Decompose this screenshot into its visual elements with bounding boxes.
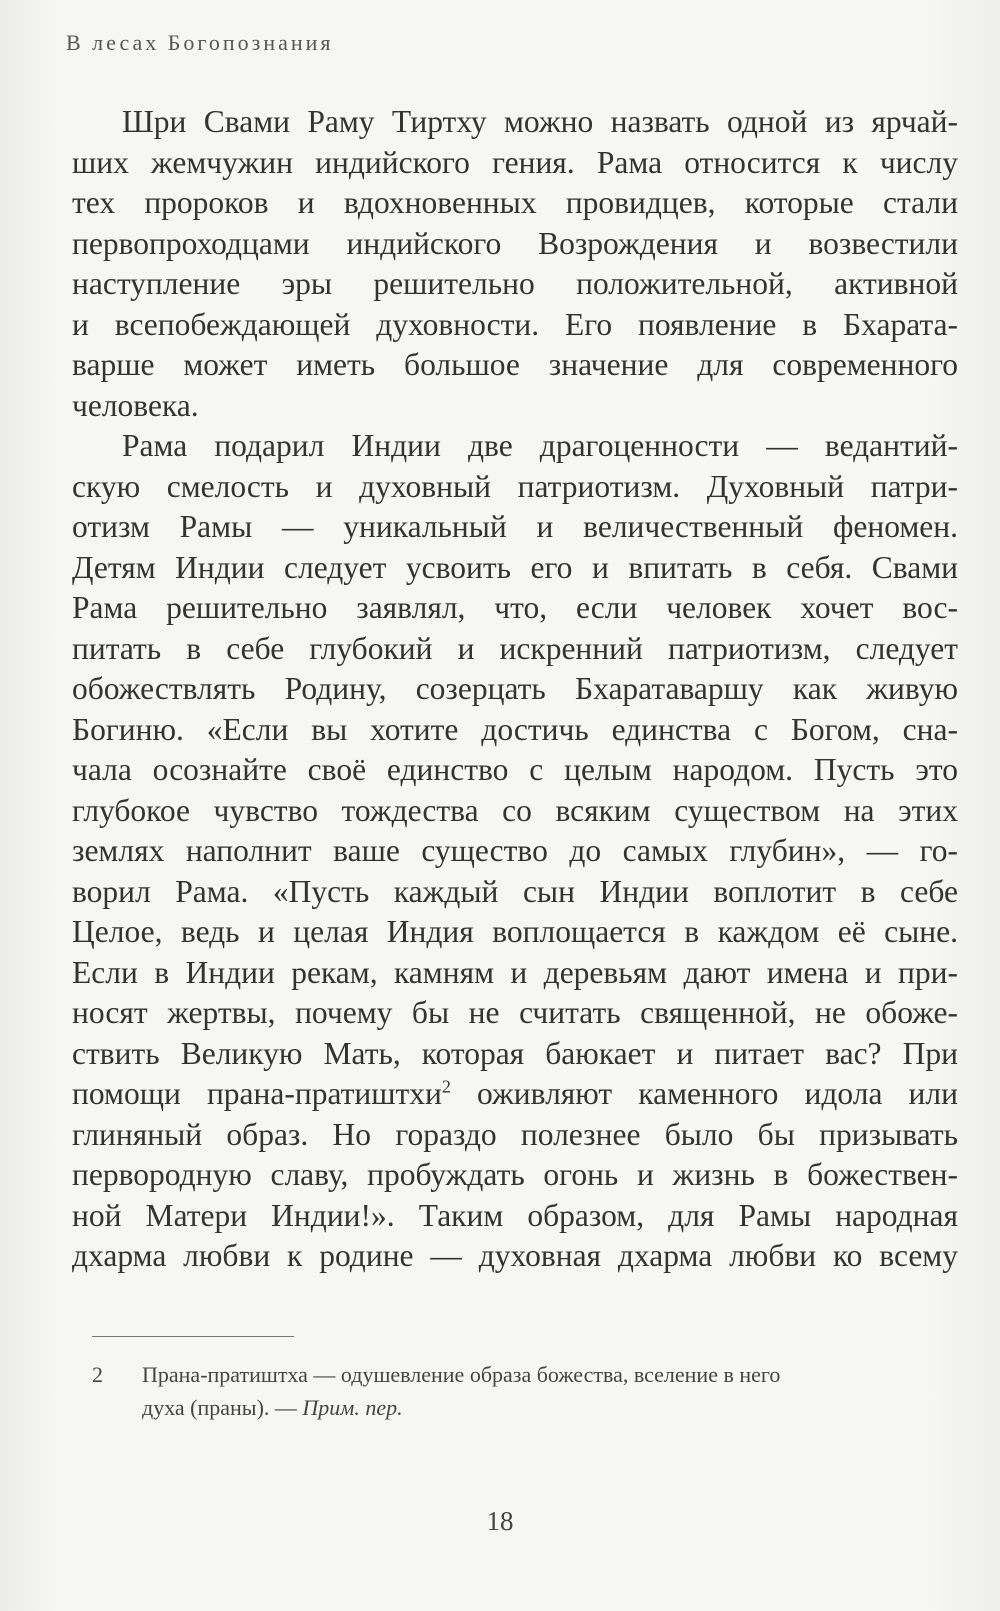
text-line: глубокое чувство тождества со всяким существом на этих	[72, 792, 958, 828]
text-line: первородную славу, пробуждать огонь и жизнь в божествен-	[72, 1157, 958, 1192]
text-line: Рама решительно заявлял, что, если человек хочет вос-	[72, 590, 958, 625]
text-line: носят жертвы, почему бы не считать священной, не обоже-	[72, 995, 958, 1030]
text-line: и всепобеждающей духовности. Его появление в Бхарата-	[72, 306, 958, 342]
text-line: ших жемчужин индийского гения. Рама относится к числу	[72, 144, 958, 180]
text-line: человека.	[72, 387, 199, 423]
footnote-line	[92, 1358, 956, 1391]
text-line-with-footnote	[72, 1074, 958, 1115]
translator-note: Прим. пер.	[302, 1395, 403, 1420]
text-line: Шри Свами Раму Тиртху можно назвать одной из ярчай-	[122, 104, 958, 139]
footnote-line	[92, 1391, 956, 1424]
footnote-text: Прана-пратиштха — одушевление образа божества, вселение в него	[142, 1362, 781, 1387]
text-line: ворил Рама. «Пусть каждый сын Индии воплотит в себе	[72, 873, 958, 909]
text-segment: оживляют каменного идола или	[450, 1076, 958, 1111]
text-segment: помощи прана-пратиштхи	[72, 1076, 442, 1111]
body-text	[72, 102, 958, 1277]
text-line: ствить Великую Мать, которая баюкает и питает вас? При	[72, 1035, 958, 1071]
footnote-text: духа (праны). —	[142, 1395, 303, 1420]
footnote-reference: 2	[441, 1076, 451, 1097]
text-line: питать в себе глубокий и искренний патриотизм, следует	[72, 630, 958, 666]
text-line: тех пророков и вдохновенных провидцев, которые стали	[72, 185, 958, 220]
text-line: Детям Индии следует усвоить его и впитать в себя. Свами	[72, 549, 958, 585]
page-number: 18	[486, 1506, 514, 1536]
footnote-divider	[92, 1336, 294, 1337]
text-line: обожествлять Родину, созерцать Бхаратаваршу как живую	[72, 671, 958, 706]
text-line: варше может иметь большое значение для современного	[72, 347, 958, 382]
text-line: Богиню. «Если вы хотите достичь единства с Богом, сна-	[72, 711, 958, 747]
text-line: Если в Индии рекам, камням и деревьям дают имена и при-	[72, 954, 958, 990]
text-line: отизм Рамы — уникальный и величественный феномен.	[72, 509, 958, 544]
text-line: скую смелость и духовный патриотизм. Духовный патри-	[72, 468, 958, 504]
text-line: Целое, ведь и целая Индия воплощается в каждом её сыне.	[72, 914, 958, 949]
text-line: первопроходцами индийского Возрождения и возвестили	[72, 225, 958, 261]
running-head: В лесах Богопознания	[66, 30, 334, 55]
text-line: Рама подарил Индии две драгоценности — ведантий-	[122, 428, 958, 463]
text-line: наступление эры решительно положительной, активной	[72, 266, 958, 301]
footnote	[92, 1358, 956, 1424]
text-line: дхарма любви к родине — духовная дхарма любви ко всему	[72, 1238, 958, 1273]
text-line: чала осознайте своё единство с целым народом. Пусть это	[72, 752, 958, 787]
footnote-number: 2	[92, 1362, 103, 1387]
text-line: ной Матери Индии!». Таким образом, для Рамы народная	[72, 1197, 958, 1233]
text-line: глиняный образ. Но гораздо полезнее было бы призывать	[72, 1116, 958, 1152]
text-line: землях наполнит ваше существо до самых глубин», — го-	[72, 833, 958, 868]
